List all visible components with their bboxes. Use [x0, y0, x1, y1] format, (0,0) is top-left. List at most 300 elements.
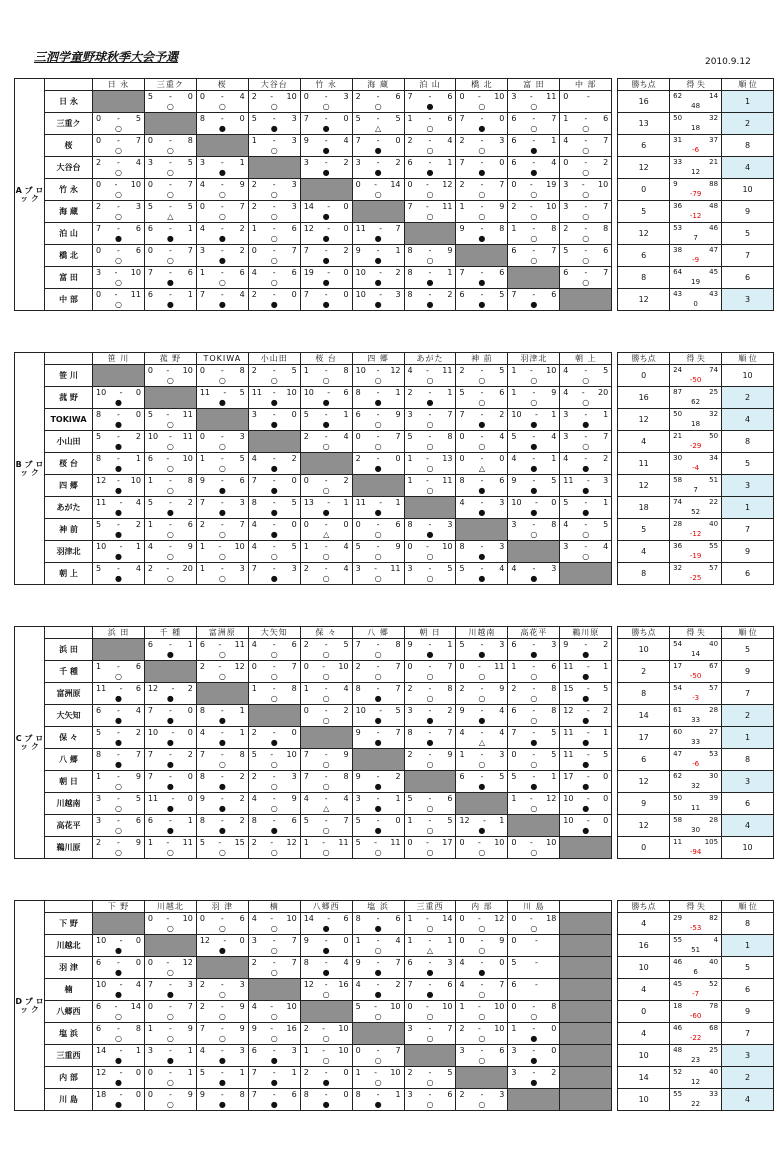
dash: - [426, 914, 429, 923]
dash: - [480, 268, 484, 277]
runs-against: 2 [135, 432, 141, 441]
match-cell [404, 91, 456, 113]
diagonal-cell [93, 639, 145, 661]
runs-against: 6 [447, 980, 453, 989]
runs-against: 8 [291, 684, 297, 693]
runs-against: 4 [343, 564, 349, 573]
score-summary [670, 1067, 722, 1089]
result-mark: ○ [530, 234, 538, 243]
result-mark: ○ [166, 376, 174, 385]
match-cell [300, 749, 352, 771]
result-mark: ● [478, 782, 486, 791]
runs-against: 1 [499, 816, 505, 825]
result-mark: ○ [374, 672, 382, 681]
runs-for: 10 [355, 706, 366, 715]
runs-for: 3 [96, 794, 102, 803]
match-score [252, 1091, 297, 1099]
result-mark: ● [374, 804, 382, 813]
match-cell [560, 157, 612, 179]
runs-for: 0 [96, 136, 102, 145]
score-summary [670, 771, 722, 793]
match-score [148, 915, 193, 923]
match-score [148, 795, 193, 803]
runs-against: 4 [499, 728, 505, 737]
runs-against: 0 [135, 936, 141, 945]
match-score [96, 389, 141, 397]
runs-for: 10 [96, 388, 107, 397]
result-mark: ● [322, 1100, 330, 1109]
dash: - [379, 268, 383, 277]
runs-scored: 43 [673, 290, 683, 298]
match-score [511, 433, 556, 441]
dash: - [114, 180, 118, 189]
runs-for: 0 [355, 520, 361, 529]
row-team-name: 鵜川原 [45, 837, 93, 859]
match-cell [404, 683, 456, 705]
result-mark: ● [322, 420, 330, 429]
runs-against: 3 [187, 980, 193, 989]
runs-against: 0 [135, 1068, 141, 1077]
runs-against: 7 [395, 224, 401, 233]
standings-table [14, 78, 774, 311]
match-cell [560, 267, 612, 289]
runs-for: 3 [96, 816, 102, 825]
match-cell [144, 979, 196, 1001]
score-summary [670, 979, 722, 1001]
dash: - [220, 158, 224, 167]
match-cell [300, 683, 352, 705]
dash: - [117, 564, 120, 573]
dash: - [426, 180, 429, 189]
runs-against: 0 [343, 1090, 349, 1099]
match-cell [508, 365, 560, 387]
dash: - [218, 838, 222, 847]
match-cell [456, 1001, 508, 1023]
dash: - [114, 1002, 118, 1011]
dash: - [220, 180, 224, 189]
result-mark: ○ [270, 650, 278, 659]
win-points: 18 [618, 497, 670, 519]
dash: - [480, 1090, 484, 1099]
dash: - [532, 290, 536, 299]
run-difference: -94 [689, 848, 702, 856]
match-cell [404, 661, 456, 683]
runs-for: 2 [96, 158, 102, 167]
dash: - [324, 794, 328, 803]
match-score [356, 159, 401, 167]
match-score [511, 159, 556, 167]
runs-for: 3 [355, 158, 361, 167]
match-cell [404, 1089, 456, 1111]
match-score [511, 1069, 556, 1077]
dash: - [168, 1068, 172, 1077]
empty-column-cell [560, 1023, 612, 1045]
match-score [563, 181, 608, 189]
match-score [459, 773, 504, 781]
runs-for: 2 [511, 202, 517, 211]
dash: - [117, 410, 120, 419]
dash: - [270, 750, 274, 759]
result-mark: ○ [426, 1078, 434, 1087]
dash: - [426, 838, 429, 847]
runs-against: 9 [239, 1024, 245, 1033]
score-summary [670, 387, 722, 409]
runs-for: 6 [96, 706, 102, 715]
match-score [459, 433, 504, 441]
match-score [408, 159, 453, 167]
runs-for: 2 [407, 684, 413, 693]
runs-for: 0 [459, 914, 465, 923]
column-team-name: 塩 浜 [352, 901, 404, 913]
runs-for: 4 [251, 454, 257, 463]
dash: - [534, 936, 538, 945]
runs-for: 0 [147, 914, 154, 923]
match-cell [93, 157, 145, 179]
match-cell [404, 563, 456, 585]
table-row [15, 639, 774, 661]
runs-for: 12 [303, 224, 314, 233]
result-mark: ● [530, 486, 538, 495]
result-mark: ● [218, 256, 226, 265]
match-cell [93, 661, 145, 683]
result-mark: ● [270, 508, 278, 517]
result-mark: ○ [426, 376, 434, 385]
result-mark: ● [270, 464, 278, 473]
match-score [252, 641, 297, 649]
runs-against: 6 [239, 476, 245, 485]
runs-against: 5 [603, 366, 609, 375]
match-score [148, 181, 193, 189]
dash: - [376, 728, 380, 737]
match-score [511, 411, 556, 419]
dash: - [584, 136, 588, 145]
match-score [511, 795, 556, 803]
result-mark: ○ [530, 256, 538, 265]
match-cell [93, 267, 145, 289]
runs-against: 0 [135, 410, 141, 419]
match-score [356, 291, 401, 299]
runs-for: 7 [147, 268, 154, 277]
runs-for: 2 [251, 838, 257, 847]
result-mark: ○ [166, 168, 174, 177]
diagonal-cell [300, 727, 352, 749]
runs-for: 3 [251, 410, 257, 419]
dash: - [166, 454, 170, 463]
dash: - [166, 410, 170, 419]
result-mark: ● [218, 234, 226, 243]
dash: - [220, 366, 224, 375]
dash: - [220, 706, 224, 715]
dash: - [480, 498, 484, 507]
dash: - [114, 268, 118, 277]
runs-conceded: 105 [704, 838, 719, 846]
runs-conceded: 67 [709, 662, 719, 670]
dash: - [584, 246, 588, 255]
row-team-name: 中 部 [45, 289, 93, 311]
dash: - [586, 772, 590, 781]
row-team-name: 四 郷 [45, 475, 93, 497]
result-mark: ○ [478, 760, 486, 769]
dash: - [117, 432, 120, 441]
dash: - [270, 1002, 274, 1011]
result-mark: ● [530, 464, 538, 473]
runs-against: 0 [499, 454, 505, 463]
runs-against: 4 [135, 498, 141, 507]
run-difference: 52 [691, 508, 701, 516]
score-summary [670, 727, 722, 749]
match-score [356, 685, 401, 693]
dash: - [428, 958, 432, 967]
runs-against: 6 [499, 476, 505, 485]
result-mark: ● [270, 1100, 278, 1109]
result-mark: ○ [322, 442, 330, 451]
match-cell [300, 223, 352, 245]
match-score [408, 663, 453, 671]
runs-for: 6 [251, 1046, 257, 1055]
runs-for: 1 [459, 1002, 465, 1011]
match-score [408, 981, 453, 989]
column-team-name: 下 野 [93, 901, 145, 913]
run-difference: -4 [692, 464, 700, 472]
table-row [15, 157, 774, 179]
match-score [252, 915, 297, 923]
match-cell [404, 519, 456, 541]
dash: - [272, 366, 276, 375]
result-mark: △ [323, 804, 330, 813]
runs-for: 0 [511, 914, 517, 923]
match-score [408, 115, 453, 123]
dash: - [168, 1024, 172, 1033]
runs-against: 17 [442, 838, 453, 847]
match-score [252, 477, 297, 485]
match-cell [404, 453, 456, 475]
match-cell [93, 793, 145, 815]
result-mark: ○ [322, 990, 330, 999]
column-team-name: TOKIWA [196, 353, 248, 365]
runs-for: 11 [563, 750, 574, 759]
result-mark: ○ [426, 442, 434, 451]
match-score [304, 565, 349, 573]
runs-conceded: 57 [709, 684, 719, 692]
result-mark: ○ [478, 102, 486, 111]
match-cell [456, 541, 508, 563]
match-cell [352, 267, 404, 289]
runs-conceded: 55 [709, 542, 719, 550]
result-mark: ○ [218, 376, 226, 385]
result-mark: ● [322, 256, 330, 265]
runs-for: 2 [563, 224, 569, 233]
runs-for: 9 [459, 224, 465, 233]
runs-for: 6 [407, 158, 413, 167]
result-mark: ● [218, 782, 226, 791]
run-difference: -79 [689, 190, 702, 198]
match-cell [560, 661, 612, 683]
runs-against: 6 [499, 1046, 505, 1055]
match-score [96, 663, 141, 671]
match-cell [248, 661, 300, 683]
dash: - [220, 1024, 224, 1033]
match-score [459, 389, 504, 397]
runs-for: 2 [459, 136, 465, 145]
row-team-name: 川越南 [45, 793, 93, 815]
runs-against: 9 [135, 838, 141, 847]
dash: - [428, 816, 432, 825]
result-mark: ○ [374, 442, 382, 451]
table-row [15, 1045, 774, 1067]
dash: - [270, 914, 274, 923]
runs-against: 4 [239, 92, 245, 101]
runs-for: 2 [147, 564, 154, 573]
runs-scored: 58 [673, 816, 683, 824]
result-mark: ● [218, 946, 226, 955]
dash: - [270, 838, 274, 847]
match-cell [300, 267, 352, 289]
result-mark: △ [167, 212, 174, 221]
result-mark: ● [530, 1034, 538, 1043]
runs-for: 5 [355, 114, 361, 123]
dash: - [168, 290, 172, 299]
result-mark: ● [114, 1100, 122, 1109]
runs-against: 6 [135, 224, 141, 233]
match-cell [404, 793, 456, 815]
column-team-name: 保 々 [300, 627, 352, 639]
runs-for: 3 [355, 564, 361, 573]
match-cell [560, 749, 612, 771]
dash: - [581, 388, 585, 397]
match-score [511, 839, 556, 847]
result-mark: ○ [374, 530, 382, 539]
table-row [15, 519, 774, 541]
runs-for: 4 [251, 268, 257, 277]
runs-for: 8 [459, 476, 465, 485]
dash: - [119, 980, 123, 989]
result-mark: △ [323, 530, 330, 539]
match-cell [508, 179, 560, 201]
result-mark: ● [478, 508, 486, 517]
match-cell [93, 979, 145, 1001]
match-score [356, 389, 401, 397]
win-points: 12 [618, 289, 670, 311]
match-score [200, 269, 245, 277]
runs-scored: 18 [673, 1002, 683, 1010]
match-score [304, 751, 349, 759]
match-score [252, 367, 297, 375]
dash: - [272, 268, 276, 277]
result-mark: ○ [426, 146, 434, 155]
runs-against: 0 [187, 772, 193, 781]
result-mark: ○ [270, 278, 278, 287]
dash: - [480, 542, 484, 551]
runs-against: 2 [135, 728, 141, 737]
match-score [511, 389, 556, 397]
result-mark: ● [270, 124, 278, 133]
result-mark: ● [478, 300, 486, 309]
runs-for: 0 [96, 290, 102, 299]
match-score [252, 1025, 297, 1033]
column-team-name: 三重西 [404, 901, 456, 913]
dash: - [428, 432, 432, 441]
diagonal-cell [93, 365, 145, 387]
runs-against: 1 [395, 388, 401, 397]
dash: - [480, 936, 484, 945]
result-mark: ● [218, 168, 226, 177]
dash: - [117, 1024, 120, 1033]
result-mark: ○ [114, 804, 122, 813]
runs-for: 4 [511, 454, 517, 463]
result-mark: ● [478, 234, 486, 243]
result-mark: ○ [478, 376, 486, 385]
match-cell [300, 201, 352, 223]
match-cell [196, 519, 248, 541]
row-team-name: 大谷台 [45, 157, 93, 179]
match-cell [404, 365, 456, 387]
runs-against: 2 [239, 246, 245, 255]
runs-for: 0 [199, 366, 205, 375]
diagonal-cell [560, 563, 612, 585]
match-score [96, 499, 141, 507]
dash: - [477, 1002, 481, 1011]
match-score [252, 663, 297, 671]
runs-for: 2 [407, 750, 413, 759]
rank-value: 9 [722, 1001, 774, 1023]
result-mark: ○ [530, 924, 538, 933]
rank-header: 順 位 [722, 79, 774, 91]
block-name: C ブ ロ ッ ク [15, 627, 45, 859]
match-score [96, 1069, 141, 1077]
match-score [563, 521, 608, 529]
score-summary [670, 267, 722, 289]
runs-against: 8 [135, 1024, 141, 1033]
runs-for: 3 [407, 410, 413, 419]
runs-conceded: 53 [709, 750, 719, 758]
match-score [511, 915, 556, 923]
result-mark: ○ [166, 924, 174, 933]
runs-for: 0 [251, 662, 257, 671]
result-mark: ○ [270, 848, 278, 857]
runs-against: 10 [234, 542, 245, 551]
runs-for: 4 [407, 366, 413, 375]
match-score [563, 817, 608, 825]
match-cell [352, 705, 404, 727]
match-cell [300, 1023, 352, 1045]
runs-for: 9 [251, 1024, 257, 1033]
standings-table [14, 626, 774, 859]
match-score [408, 433, 453, 441]
runs-conceded: 14 [709, 92, 719, 100]
page-title: 三泗学童野球秋季大会予選 [34, 50, 179, 64]
column-team-name [560, 901, 612, 913]
runs-against: 0 [551, 1046, 557, 1055]
run-difference: -25 [689, 574, 702, 582]
match-score [356, 959, 401, 967]
runs-for: 5 [251, 750, 257, 759]
runs-for: 3 [407, 1024, 413, 1033]
result-mark: ○ [270, 234, 278, 243]
table-row [15, 749, 774, 771]
match-cell [300, 793, 352, 815]
result-mark: ○ [530, 530, 538, 539]
run-difference: 18 [691, 420, 701, 428]
result-mark: ○ [374, 1056, 382, 1065]
runs-for: 5 [303, 410, 309, 419]
win-points: 12 [618, 409, 670, 431]
match-cell [404, 727, 456, 749]
runs-for: 9 [459, 706, 465, 715]
run-difference: 19 [691, 278, 701, 286]
result-mark: ○ [374, 574, 382, 583]
match-cell [93, 409, 145, 431]
runs-for: 2 [303, 432, 309, 441]
